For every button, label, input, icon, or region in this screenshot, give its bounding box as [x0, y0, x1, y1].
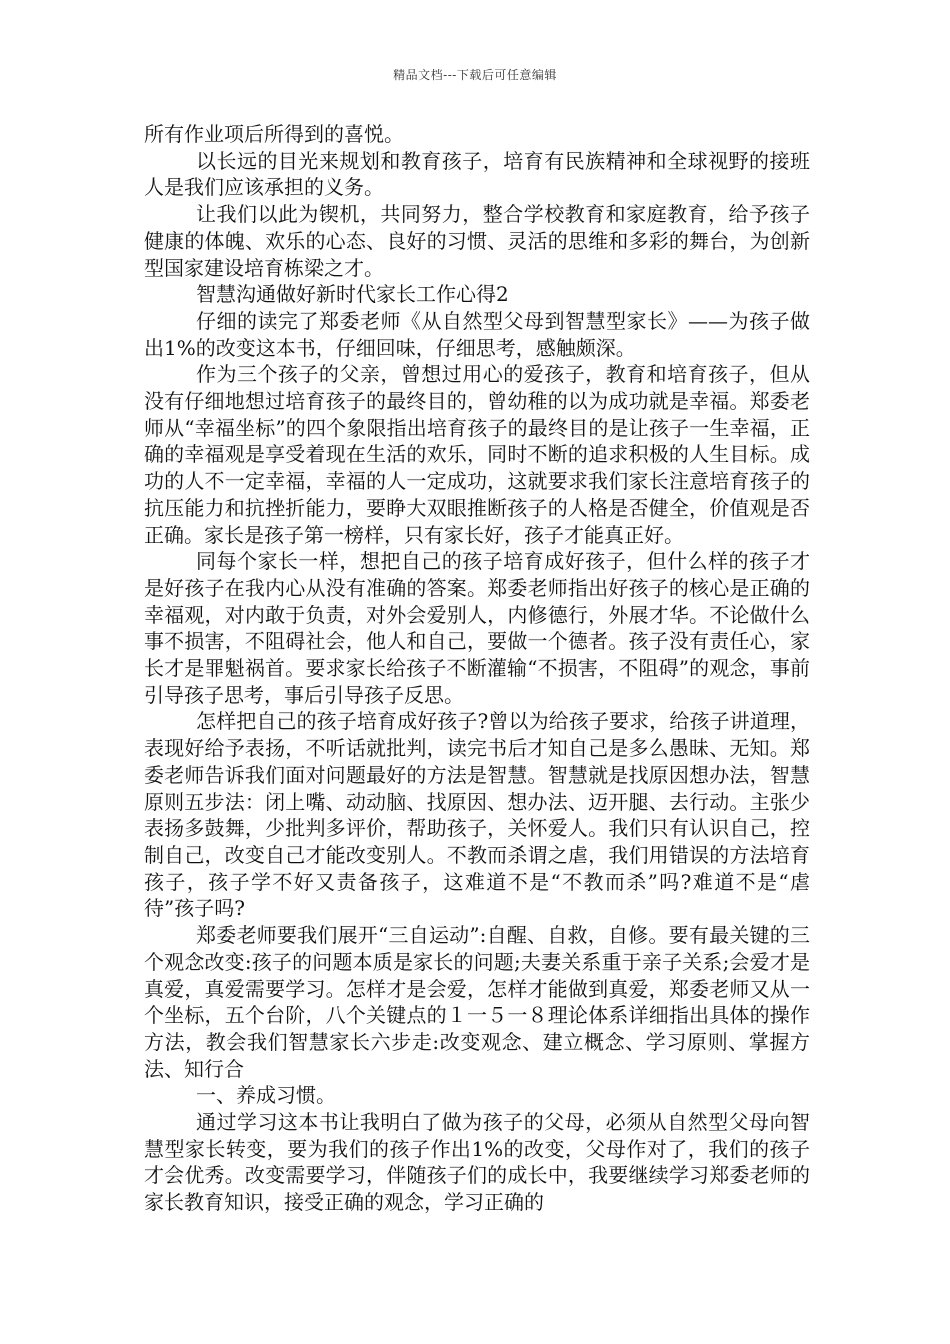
paragraph: 仔细的读完了郑委老师《从自然型父母到智慧型家长》——为孩子做出1%的改变这本书，仔细回味，仔细思考，感触颇深。	[144, 308, 810, 360]
paragraph: 让我们以此为锲机，共同努力，整合学校教育和家庭教育，给予孩子健康的体魄、欢乐的心态、良好的习惯、灵活的思维和多彩的舞台，为创新型国家建设培育栋梁之才。	[144, 202, 810, 280]
paragraph: 同每个家长一样，想把自己的孩子培育成好孩子，但什么样的孩子才是好孩子在我内心从没有准确的答案。郑委老师指出好孩子的核心是正确的幸福观，对内敢于负责，对外会爱别人，内修德行，外展才华。不论做什么事不损害，不阻碍社会，他人和自己，要做一个德者。孩子没有责任心，家长才是罪魁祸首。要求家长给孩子不断灌输“不损害，不阻碍”的观念，事前引导孩子思考，事后引导孩子反思。	[144, 549, 810, 707]
document-body	[144, 121, 810, 1216]
page-header: 精品文档---下载后可任意编辑	[393, 68, 557, 82]
paragraph: 作为三个孩子的父亲，曾想过用心的爱孩子，教育和培育孩子，但从没有仔细地想过培育孩子的最终目的，曾幼稚的以为成功就是幸福。郑委老师从“幸福坐标”的四个象限指出培育孩子的最终目的是让孩子一生幸福，正确的幸福观是享受着现在生活的欢乐，同时不断的追求积极的人生目标。成功的人不一定幸福，幸福的人一定成功，这就要求我们家长注意培育孩子的抗压能力和抗挫折能力，要睁大双眼推断孩子的人格是否健全，价值观是否正确。家长是孩子第一榜样，只有家长好，孩子才能真正好。	[144, 362, 810, 547]
paragraph: 所有作业项后所得到的喜悦。	[144, 122, 404, 146]
section-title: 智慧沟通做好新时代家长工作心得2	[196, 282, 509, 307]
paragraph: 以长远的目光来规划和教育孩子，培育有民族精神和全球视野的接班人是我们应该承担的义务。	[144, 148, 810, 200]
paragraph: 通过学习这本书让我明白了做为孩子的父母，必须从自然型父母向智慧型家长转变，要为我们的孩子作出1%的改变，父母作对了，我们的孩子才会优秀。改变需要学习，伴随孩子们的成长中，我要继续学习郑委老师的家长教育知识，接受正确的观念，学习正确的	[144, 1110, 810, 1215]
paragraph: 怎样把自己的孩子培育成好孩子?曾以为给孩子要求，给孩子讲道理，表现好给予表扬，不听话就批判，读完书后才知自己是多么愚昧、无知。郑委老师告诉我们面对问题最好的方法是智慧。智慧就是找原因想办法，智慧原则五步法：闭上嘴、动动脑、找原因、想办法、迈开腿、去行动。主张少表扬多鼓舞，少批判多评价，帮助孩子，关怀爱人。我们只有认识自己，控制自己，改变自己才能改变别人。不教而杀谓之虐，我们用错误的方法培育孩子，孩子学不好又责备孩子，这难道不是“不教而杀”吗?难道不是“虐待”孩子吗?	[144, 709, 810, 921]
paragraph: 郑委老师要我们展开“三自运动”:自醒、自救，自修。要有最关键的三个观念改变:孩子的问题本质是家长的问题;夫妻关系重于亲子关系;会爱才是真爱，真爱需要学习。怎样才是会爱，怎样才能做到真爱，郑委老师又从一个坐标，五个台阶，八个关键点的１一５一８理论体系详细指出具体的操作方法，教会我们智慧家长六步走:改变观念、建立概念、学习原则、掌握方法、知行合	[144, 923, 810, 1081]
paragraph: 一、养成习惯。	[196, 1083, 336, 1108]
